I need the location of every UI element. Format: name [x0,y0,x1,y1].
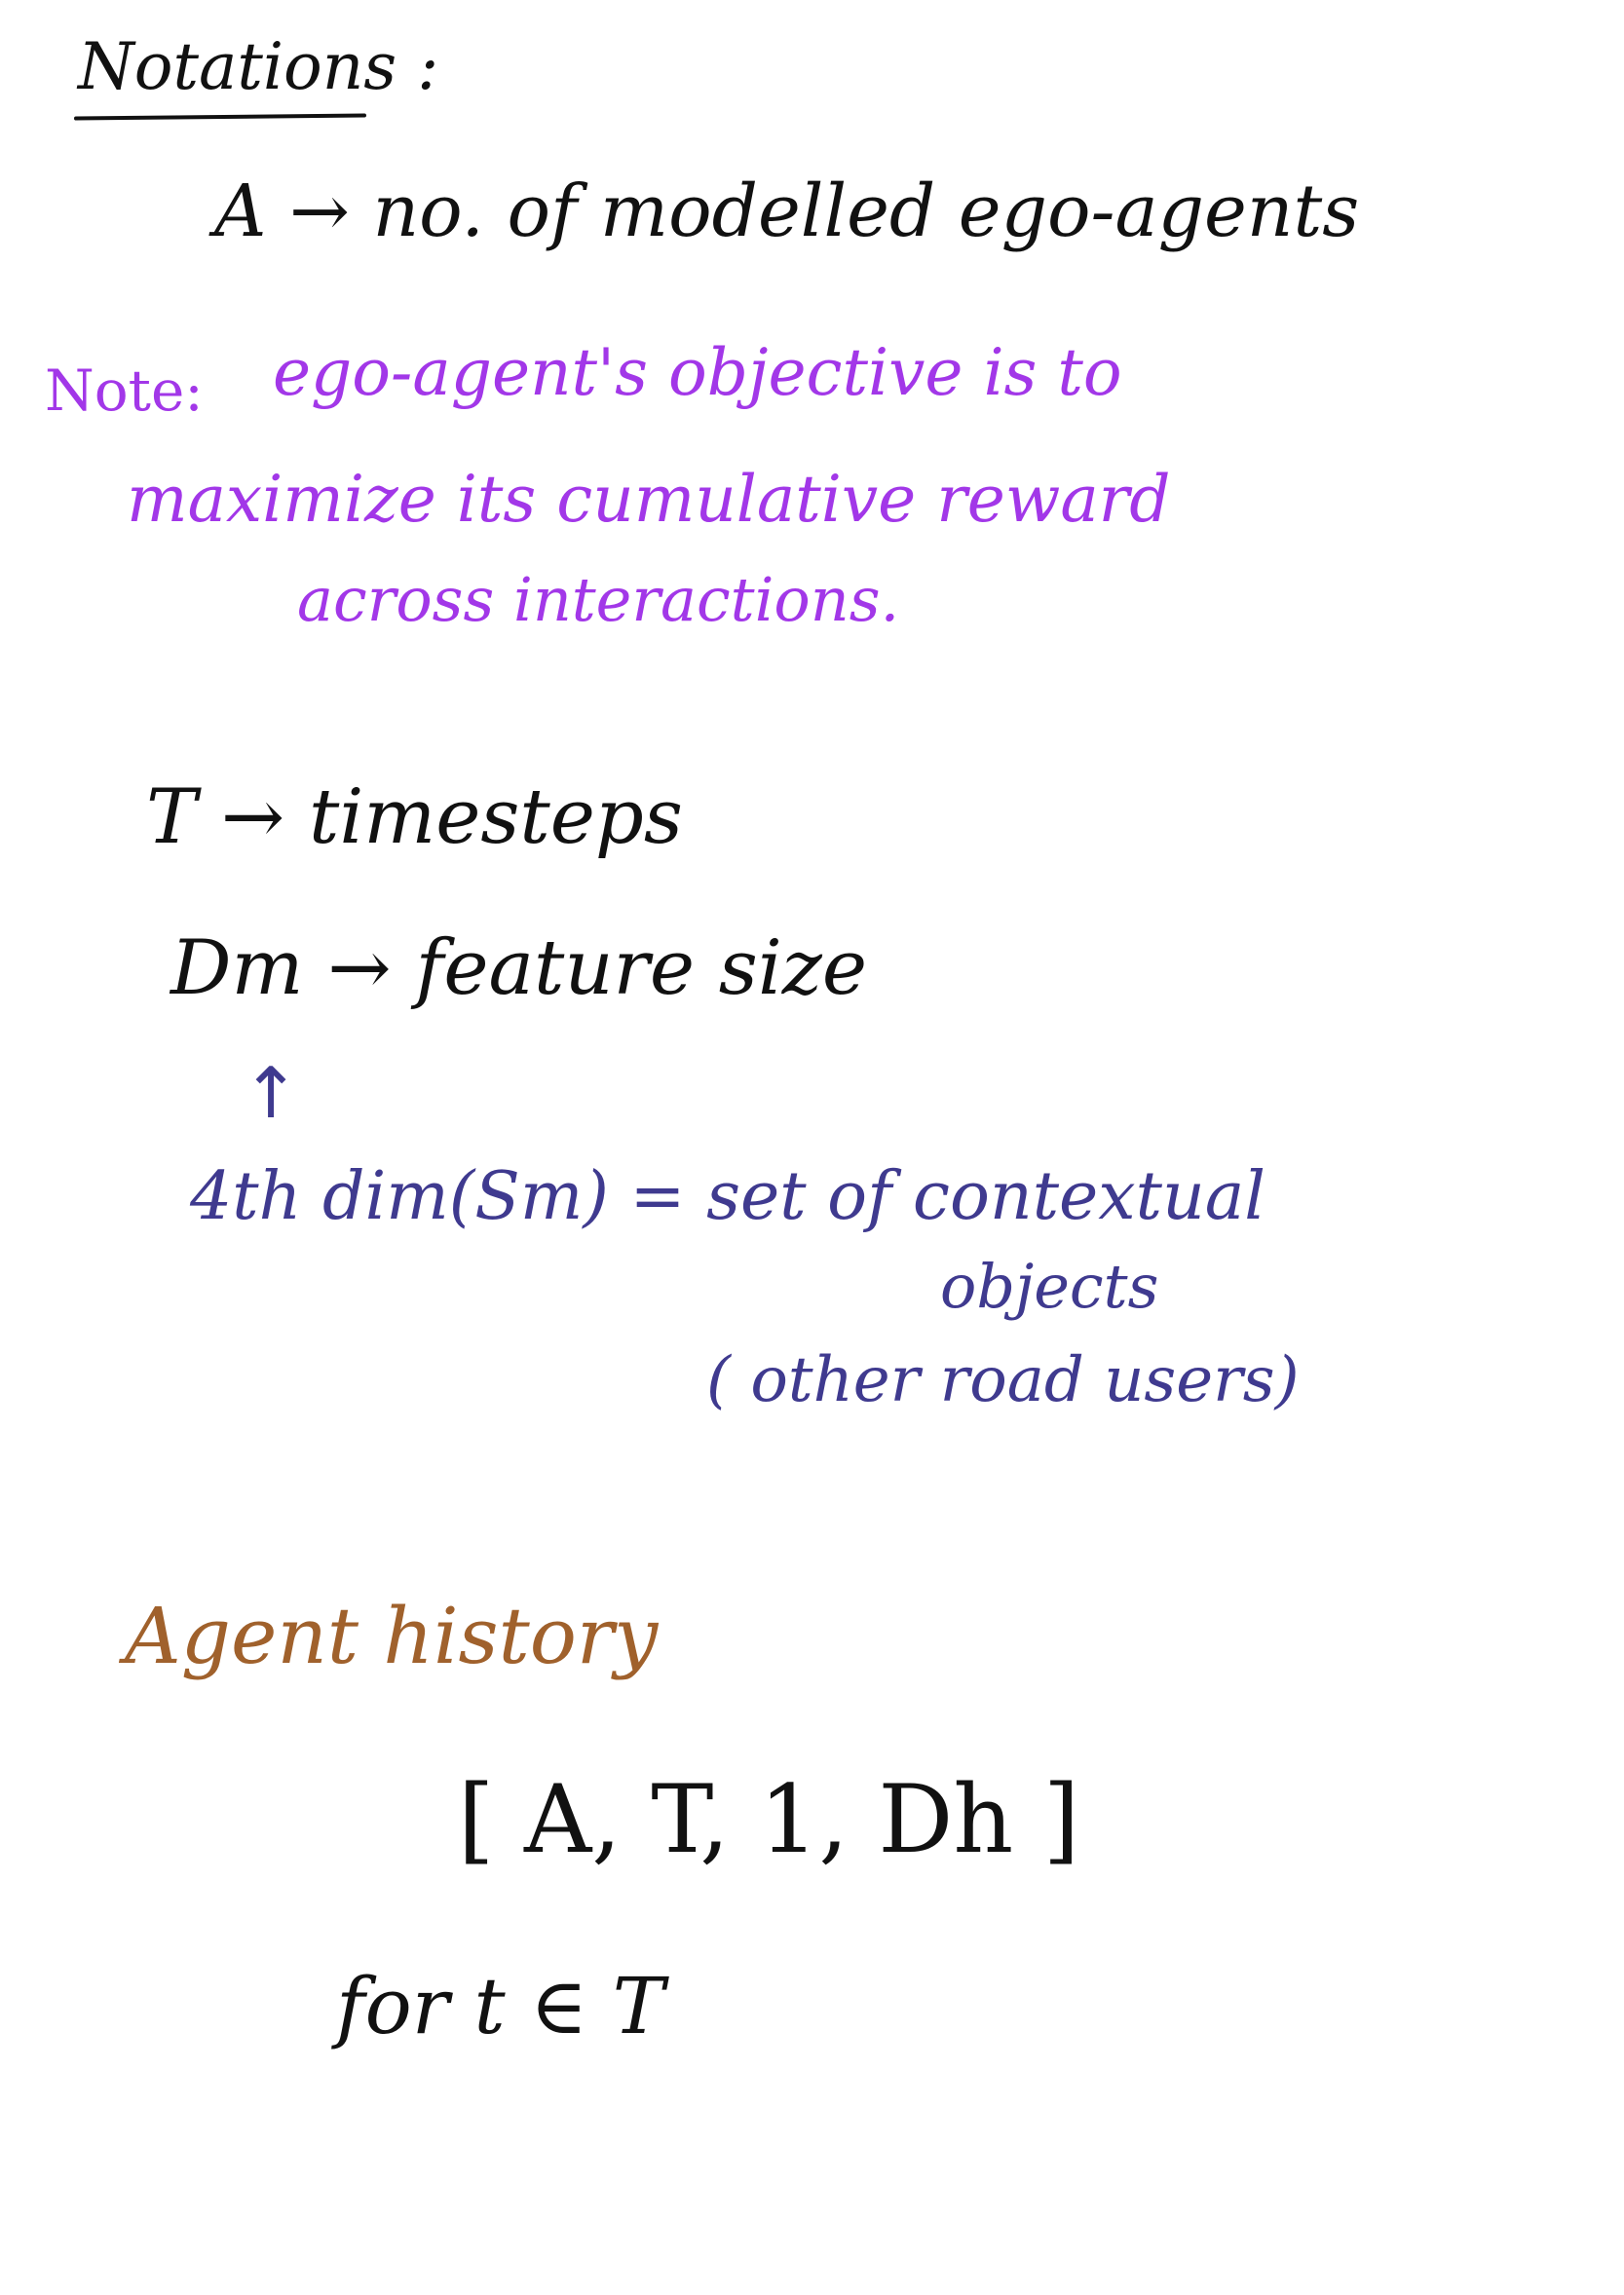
agent-history-shape: [ A, T, 1, Dh ] [458,1765,1080,1874]
agent-history-heading: Agent history [125,1591,659,1681]
timesteps-definition: T → timesteps [146,773,683,861]
note-label: Note: [45,357,204,424]
fourth-dim-line-2: objects [940,1251,1159,1322]
fourth-dim-line-3: ( other road users) [706,1344,1300,1416]
feature-size-definition: Dm → feature size [170,924,868,1012]
note-line-1: ego-agent's objective is to [273,335,1122,410]
fourth-dim-line-1: 4th dim(Sm) = set of contextual [190,1158,1266,1235]
notations-title: Notations : [78,29,439,104]
note-line-3: across interactions. [297,564,900,635]
up-arrow-icon: ↑ [242,1052,301,1134]
note-line-2: maximize its cumulative reward [127,462,1171,537]
agents-definition: A → no. of modelled ego-agents [214,169,1360,253]
title-underline [74,113,366,120]
for-t-in-T: for t ∈ T [336,1961,665,2051]
